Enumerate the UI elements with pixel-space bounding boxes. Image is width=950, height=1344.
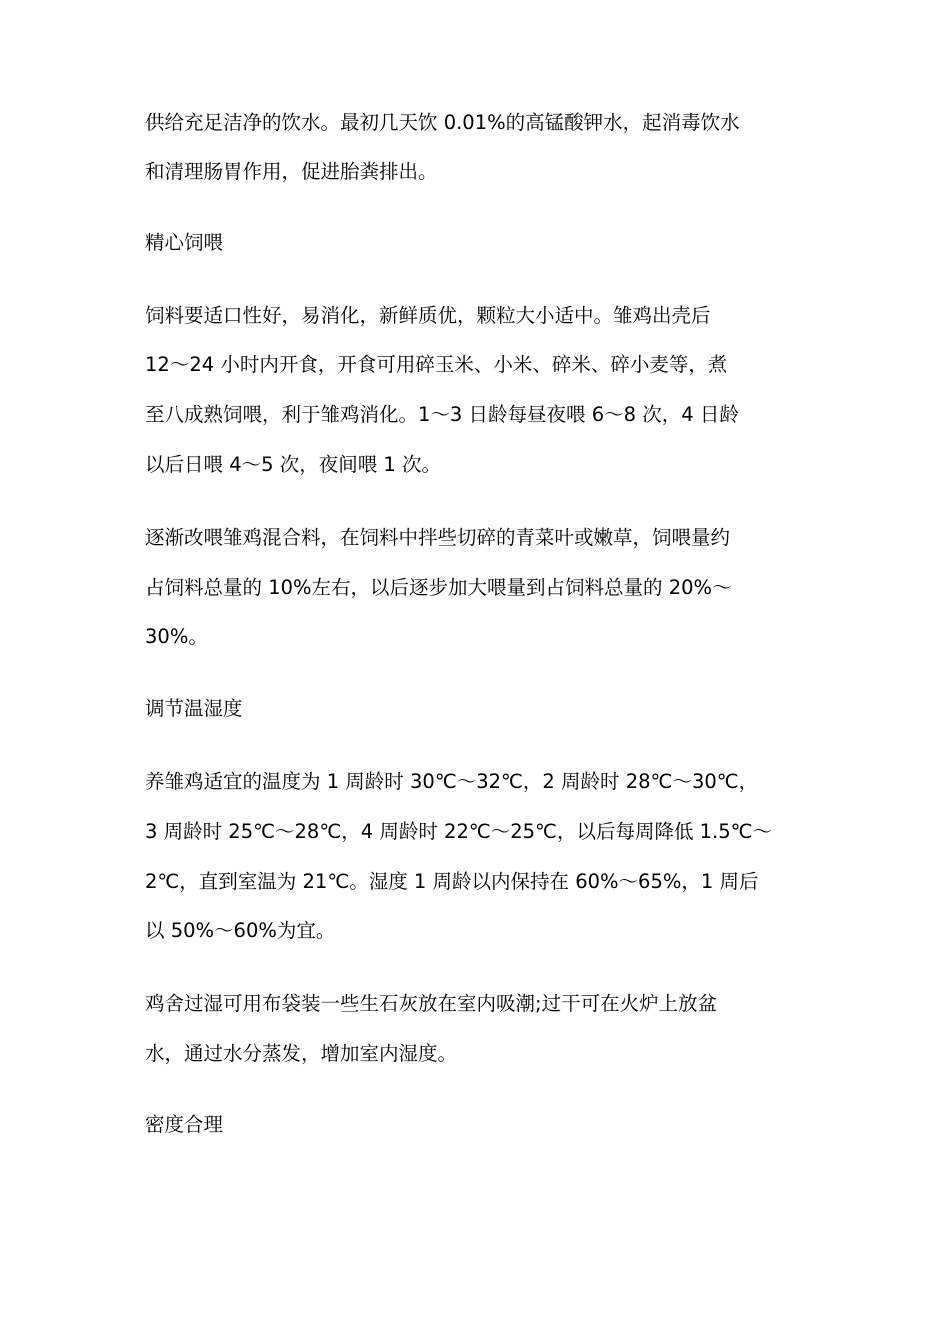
paragraph-line: 饲料要适口性好，易消化，新鲜质优，颗粒大小适中。雏鸡出壳后	[145, 304, 711, 327]
section-heading: 调节温湿度	[145, 697, 243, 720]
paragraph-line: 以后日喂 4～5 次，夜间喂 1 次。	[145, 453, 442, 476]
paragraph-line: 占饲料总量的 10%左右，以后逐步加大喂量到占饲料总量的 20%～	[145, 576, 732, 599]
paragraph-line: 逐渐改喂雏鸡混合料，在饲料中拌些切碎的青菜叶或嫩草，饲喂量约	[145, 526, 731, 549]
paragraph-line: 水，通过水分蒸发，增加室内湿度。	[145, 1042, 458, 1065]
paragraph-line: 养雏鸡适宜的温度为 1 周龄时 30℃～32℃，2 周龄时 28℃～30℃，	[145, 770, 759, 793]
paragraph-line: 30%。	[145, 625, 208, 648]
paragraph-line: 3 周龄时 25℃～28℃，4 周龄时 22℃～25℃，以后每周降低 1.5℃～	[145, 820, 773, 843]
paragraph-line: 至八成熟饲喂，利于雏鸡消化。1～3 日龄每昼夜喂 6～8 次，4 日龄	[145, 403, 739, 426]
paragraph-line: 2℃，直到室温为 21℃。湿度 1 周龄以内保持在 60%～65%，1 周后	[145, 870, 759, 893]
section-heading: 精心饲喂	[145, 231, 224, 254]
paragraph-line: 供给充足洁净的饮水。最初几天饮 0.01%的高锰酸钾水，起消毒饮水	[145, 111, 740, 134]
paragraph-line: 鸡舍过湿可用布袋装一些生石灰放在室内吸潮;过干可在火炉上放盆	[145, 992, 718, 1015]
paragraph-line: 以 50%～60%为宜。	[145, 919, 336, 942]
section-heading: 密度合理	[145, 1113, 224, 1136]
paragraph-line: 12～24 小时内开食，开食可用碎玉米、小米、碎米、碎小麦等，煮	[145, 353, 728, 376]
paragraph-line: 和清理肠胃作用，促进胎粪排出。	[145, 160, 438, 183]
